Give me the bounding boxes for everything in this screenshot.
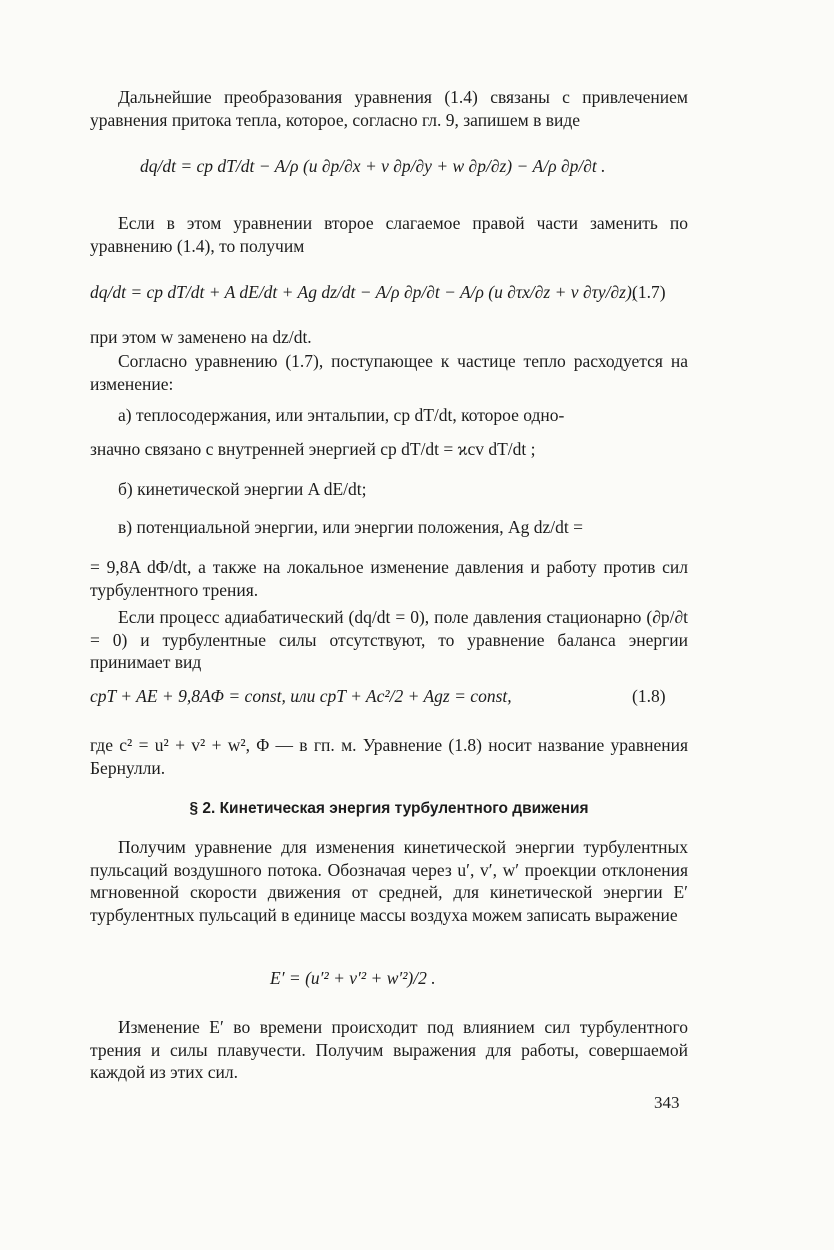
list-item-c-line2: = 9,8A dΦ/dt, а также на локальное изменение давления и работу против сил турбулентного трения. xyxy=(90,557,688,600)
equation-1-8: cpT + AE + 9,8AΦ = const, или cpT + Ac²/2 + Agz = const, xyxy=(90,686,512,706)
list-item-a-line1: а) теплосодержания, или энтальпии, cp dT/dt, которое одно- xyxy=(118,405,565,425)
paragraph-turbulent-energy: Получим уравнение для изменения кинетической энергии турбулентных пульсаций воздушного потока. Обозначая через u′, v′, w′ проекции отклонения мгновенной скорости движения от средней, для кинетической энергии E′ турбулентных пульсаций в единице массы воздуха можем записать выражение xyxy=(90,837,688,925)
paragraph-w-replaced: при этом w заменено на dz/dt. xyxy=(90,327,312,347)
paragraph-adiabatic: Если процесс адиабатический (dq/dt = 0), поле давления стационарно (∂p/∂t = 0) и турбулентные силы отсутствуют, то уравнение баланса энергии принимает вид xyxy=(90,607,688,672)
list-item-b: б) кинетической энергии A dE/dt; xyxy=(118,479,367,499)
equation-1-7: dq/dt = cp dT/dt + A dE/dt + Ag dz/dt − A/ρ ∂p/∂t − A/ρ (u ∂τx/∂z + v ∂τy/∂z), xyxy=(90,282,637,302)
equation-number-1-7: (1.7) xyxy=(632,282,666,302)
paragraph-heat-spent: Согласно уравнению (1.7), поступающее к частице тепло расходуется на изменение: xyxy=(90,351,688,394)
list-item-a-line2: значно связано с внутренней энергией cp dT/dt = ϰcv dT/dt ; xyxy=(90,439,536,459)
paragraph-intro: Дальнейшие преобразования уравнения (1.4) связаны с привлечением уравнения притока тепла, которое, согласно гл. 9, запишем в виде xyxy=(90,87,688,130)
equation-heat-inflow: dq/dt = cp dT/dt − A/ρ (u ∂p/∂x + v ∂p/∂y + w ∂p/∂z) − A/ρ ∂p/∂t . xyxy=(140,156,606,176)
paragraph-substitution: Если в этом уравнении второе слагаемое правой части заменить по уравнению (1.4), то получим xyxy=(90,213,688,256)
section-heading: § 2. Кинетическая энергия турбулентного движения xyxy=(189,800,589,817)
equation-number-1-8: (1.8) xyxy=(632,686,666,706)
page-number: 343 xyxy=(654,1093,680,1112)
equation-kinetic-energy: E′ = (u′² + v′² + w′²)/2 . xyxy=(270,968,436,988)
paragraph-bernoulli: где c² = u² + v² + w², Φ — в гп. м. Уравнение (1.8) носит название уравнения Бернулли. xyxy=(90,735,688,778)
list-item-c-line1: в) потенциальной энергии, или энергии положения, Ag dz/dt = xyxy=(118,517,584,537)
paragraph-energy-change: Изменение E′ во времени происходит под влиянием сил турбулентного трения и силы плавучести. Получим выражения для работы, совершаемой каждой из этих сил. xyxy=(90,1017,688,1082)
